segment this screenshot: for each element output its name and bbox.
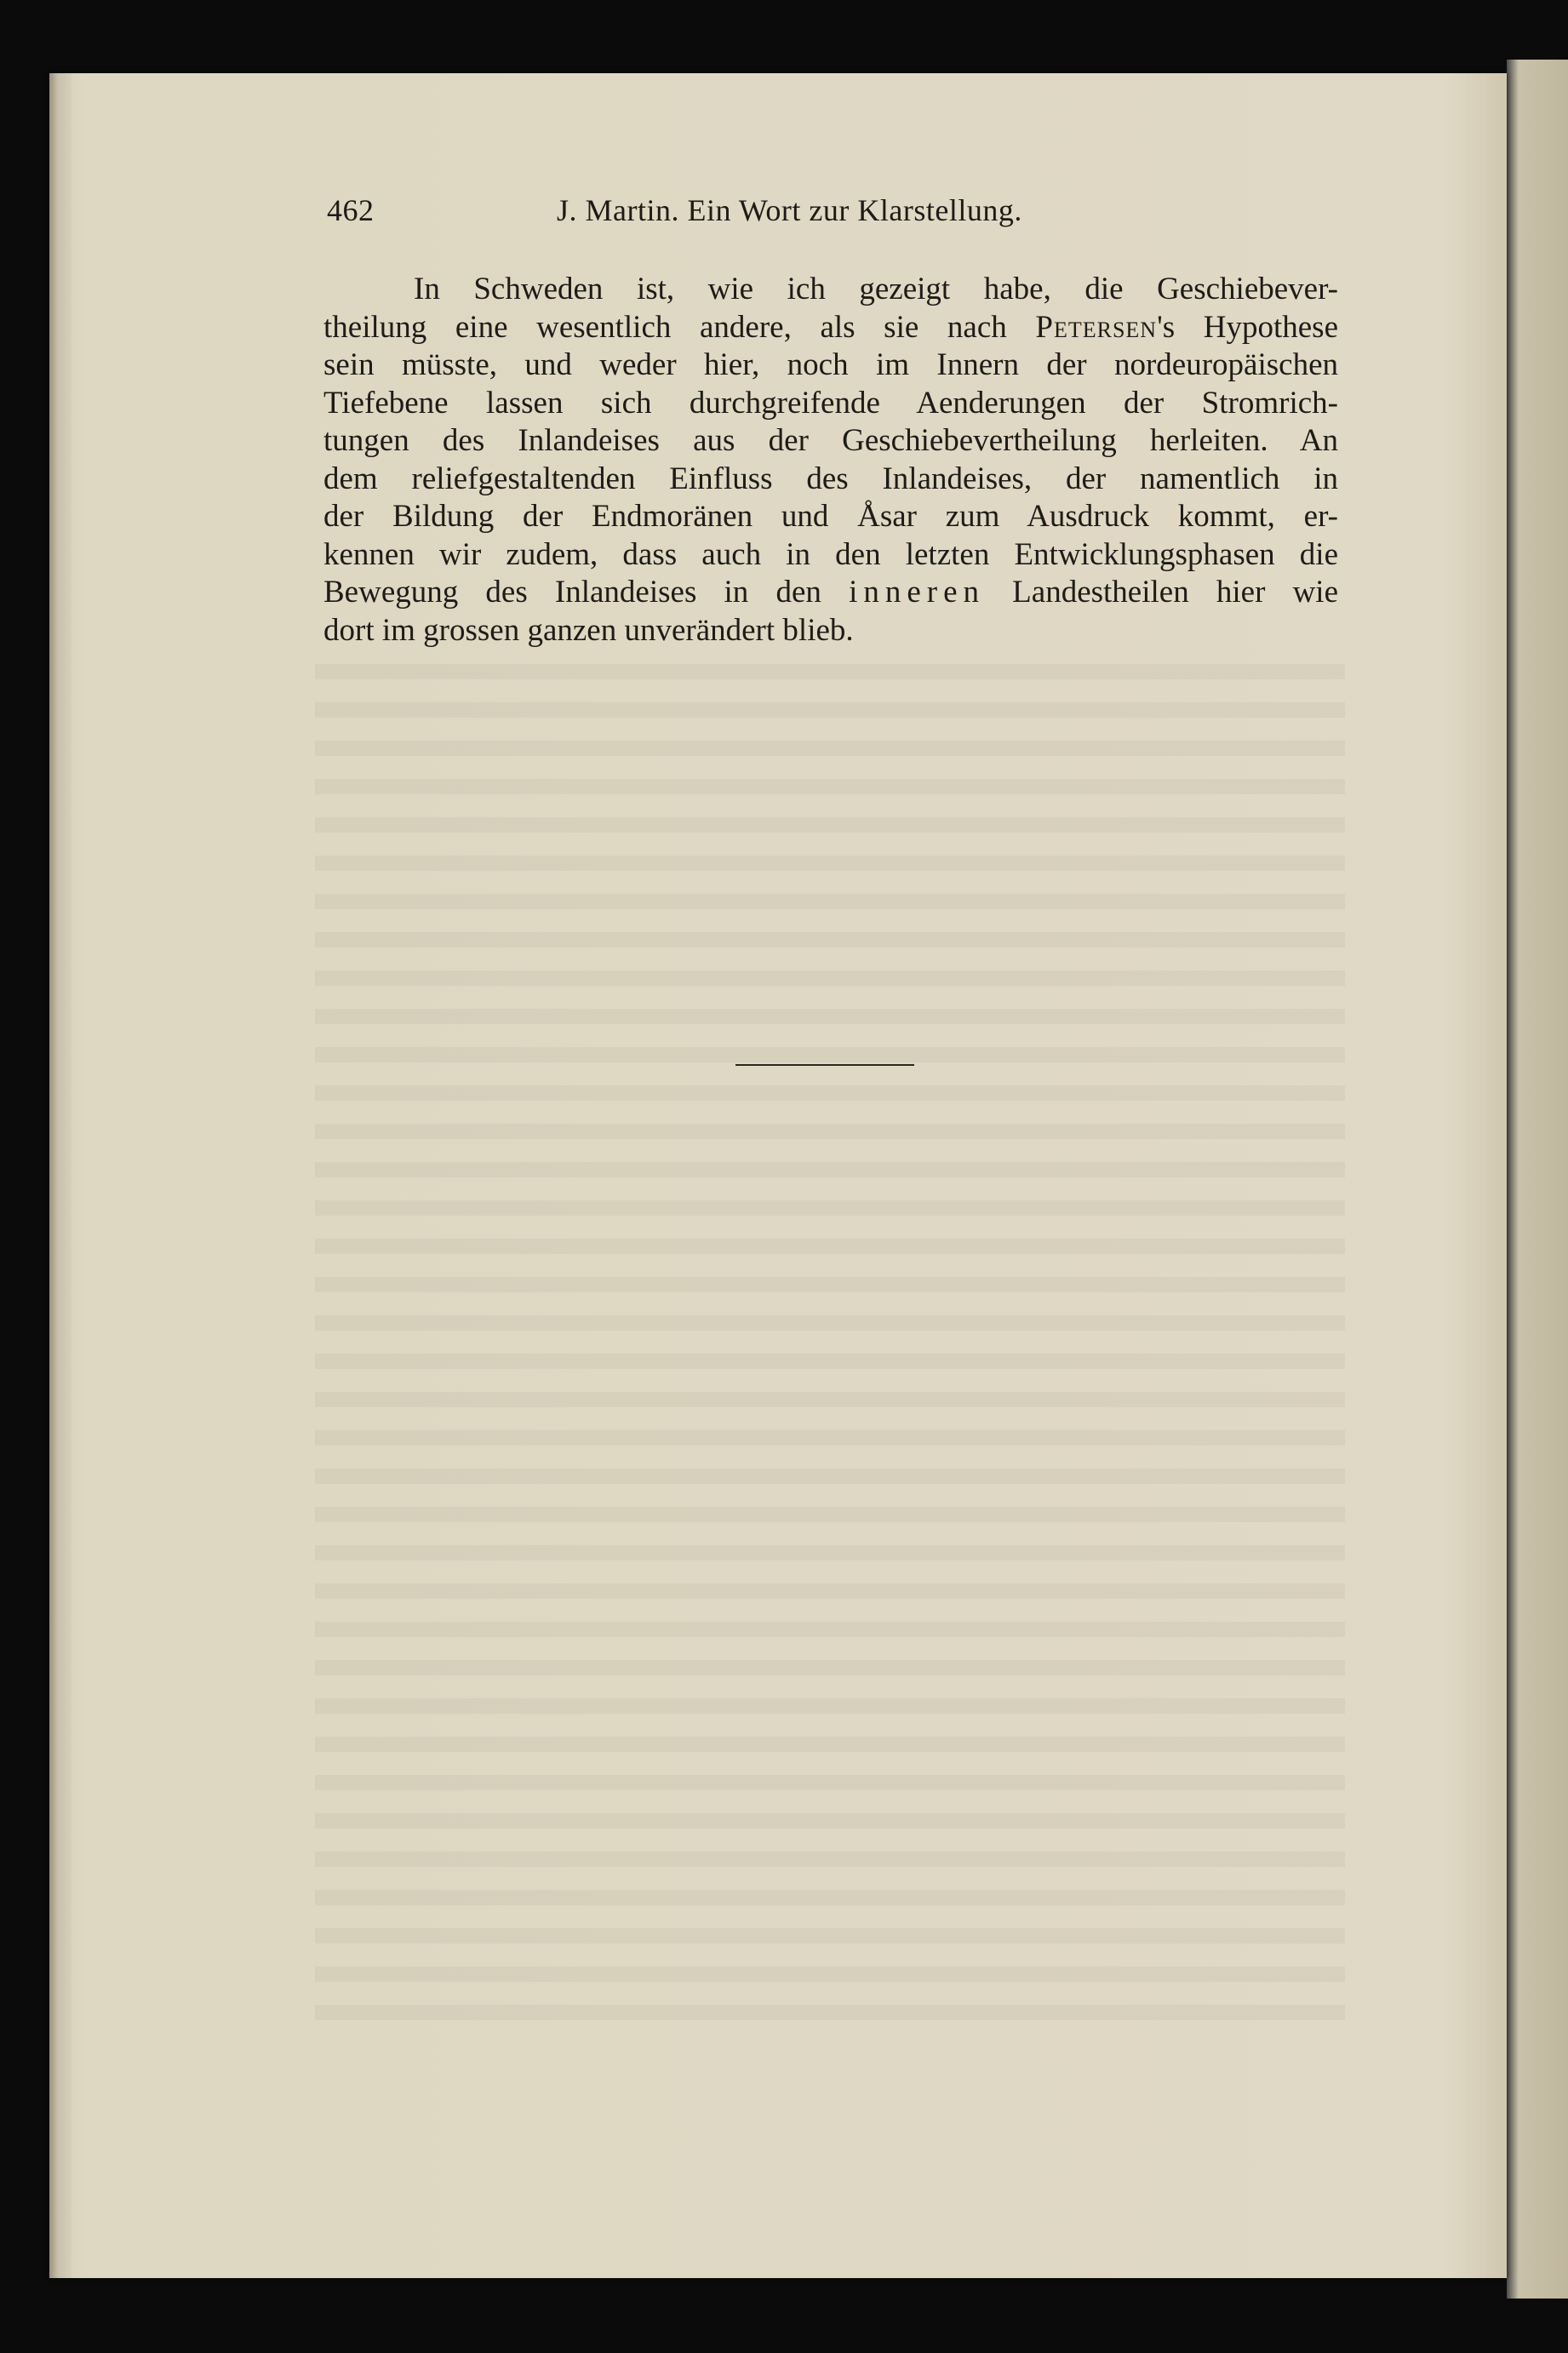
text-line: kennen wir zudem, dass auch in den letzten Entwicklungsphasen die [323,536,1338,572]
text-line: In Schweden ist, wie ich gezeigt habe, die Geschiebever- [414,272,1338,306]
text-fragment: theilung eine wesentlich andere, als sie nach [323,309,1036,345]
running-title: J. Martin. Ein Wort zur Klarstellung. [557,193,1022,227]
text-line: der Bildung der Endmoränen und Åsar zum Ausdruck kommt, er- [323,499,1338,534]
text-line: tungen des Inlandeises aus der Geschiebevertheilung herleiten. An [323,423,1338,458]
body-paragraph [323,271,1338,650]
emphasized-word: inneren [849,575,986,610]
text-line: dem reliefgestaltenden Einfluss des Inlandeises, der namentlich in [323,461,1338,496]
end-rule [735,1064,914,1066]
adjacent-page-edge [1507,60,1568,2299]
text-line [323,574,1338,612]
text-line: dort im grossen ganzen unverändert blieb. [323,612,854,648]
text-line: Tiefebene lassen sich durchgreifende Aenderungen der Stromrich- [323,385,1338,421]
show-through-text [315,664,1345,2043]
text-line [323,309,1338,347]
text-fragment: 's Hypothese [1157,309,1338,345]
text-fragment: Landestheilen hier wie [985,575,1338,610]
page-number: 462 [327,193,375,227]
page-spine [49,73,72,2278]
text-line: sein müsste, und weder hier, noch im Innern der nordeuropäischen [323,347,1338,382]
text-fragment: Bewegung des Inlandeises in den [323,575,850,610]
author-name: Petersen [1035,309,1158,345]
